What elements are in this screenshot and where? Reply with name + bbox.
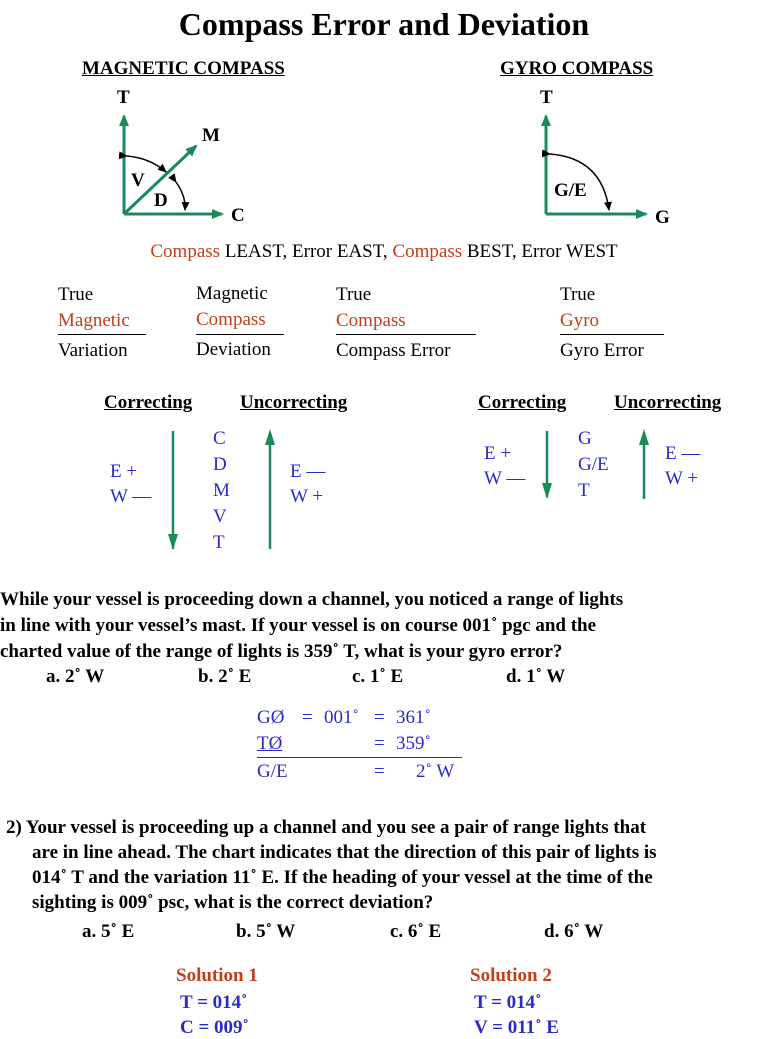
sequence-d: D [213, 454, 227, 475]
relation-mid: Gyro [560, 310, 600, 331]
solution-2-line-2: V = 011˚ E [474, 1017, 559, 1038]
q2-line-4: sighting is 009˚ psc, what is the correct deviation? [32, 892, 434, 913]
gyro-correcting-east: E + [484, 443, 512, 464]
solution-2-title: Solution 2 [470, 965, 552, 986]
q1-option-b: b. 2˚ E [198, 666, 252, 687]
q1-option-a: a. 2˚ W [46, 666, 105, 687]
q2-option-c: c. 6˚ E [390, 921, 442, 942]
q1-line-2: in line with your vessel’s mast. If your vessel is on course 001˚ pgc and the [0, 615, 597, 636]
gyro-correcting-heading: Correcting [478, 392, 567, 413]
gyro-correcting-west: W — [484, 468, 526, 489]
solution-1-line-2: C = 009˚ [180, 1017, 249, 1038]
relation-bottom: Variation [58, 340, 128, 361]
mag-label-d: D [154, 190, 168, 211]
sol-ge-eq: = [374, 761, 385, 782]
solution-2-line-1: T = 014˚ [474, 992, 542, 1013]
correcting-heading: Correcting [104, 392, 193, 413]
sol-go-val1: 001˚ [324, 707, 359, 728]
gyro-sequence-t: T [578, 480, 590, 501]
sol-go-eq1: = [302, 707, 313, 728]
gyro-sequence-g: G [578, 428, 592, 449]
gyro-uncorrecting-west: W + [665, 468, 699, 489]
uncorrecting-east: E — [290, 461, 326, 482]
relation-bottom: Gyro Error [560, 340, 644, 361]
relation-mid: Compass [196, 309, 266, 330]
gyro-label-ge: G/E [554, 180, 587, 201]
gyro-label-t: T [540, 87, 553, 108]
uncorrecting-west: W + [290, 486, 324, 507]
q2-option-a: a. 5˚ E [82, 921, 135, 942]
sequence-t: T [213, 532, 225, 553]
gyro-uncorrecting-heading: Uncorrecting [614, 392, 722, 413]
q2-line-3: 014˚ T and the variation 11˚ E. If the heading of your vessel at the time of the [32, 867, 653, 888]
mnemonic-text-1: LEAST, Error EAST, [220, 241, 393, 262]
gyro-compass-heading: GYRO COMPASS [500, 58, 654, 79]
sol-to-eq: = [374, 733, 385, 754]
relation-top: True [336, 284, 372, 305]
relation-mid: Compass [336, 310, 406, 331]
sol-ge-label: G/E [257, 761, 288, 782]
correcting-east: E + [110, 461, 138, 482]
relation-top: Magnetic [196, 283, 268, 304]
q2-line-2: are in line ahead. The chart indicates that the direction of this pair of lights is [32, 842, 657, 863]
q1-option-d: d. 1˚ W [506, 666, 566, 687]
solution-1-line-1: T = 014˚ [180, 992, 248, 1013]
page-title: Compass Error and Deviation [178, 6, 590, 42]
q2-option-b: b. 5˚ W [236, 921, 296, 942]
relation-top: True [58, 284, 94, 305]
correcting-west: W — [110, 486, 152, 507]
relation-top: True [560, 284, 596, 305]
sol-ge-val: 2˚ W [416, 761, 455, 782]
mag-label-t: T [117, 87, 130, 108]
sequence-m: M [213, 480, 230, 501]
relation-bottom: Deviation [196, 339, 271, 360]
mnemonic-compass-1: Compass [150, 241, 221, 262]
q2-option-d: d. 6˚ W [544, 921, 604, 942]
uncorrecting-heading: Uncorrecting [240, 392, 348, 413]
mag-label-c: C [231, 205, 245, 226]
sequence-v: V [213, 506, 227, 527]
sol-go-val2: 361˚ [396, 707, 431, 728]
mag-label-m: M [202, 125, 220, 146]
q1-line-1: While your vessel is proceeding down a channel, you noticed a range of lights [0, 589, 624, 610]
sol-go-eq2: = [374, 707, 385, 728]
magnetic-compass-heading: MAGNETIC COMPASS [82, 58, 285, 79]
solution-1-title: Solution 1 [176, 965, 258, 986]
q1-option-c: c. 1˚ E [352, 666, 404, 687]
mnemonic-compass-2: Compass [392, 241, 463, 262]
gyro-label-g: G [655, 207, 670, 228]
sequence-c: C [213, 428, 226, 449]
mnemonic-text-2: BEST, Error WEST [462, 241, 618, 262]
sol-to-val: 359˚ [396, 733, 431, 754]
sol-to-label: TØ [257, 733, 283, 754]
gyro-uncorrecting-east: E — [665, 443, 701, 464]
relation-bottom: Compass Error [336, 340, 451, 361]
q2-line-1: 2) Your vessel is proceeding up a channel and you see a pair of range lights that [6, 817, 647, 838]
q1-line-3: charted value of the range of lights is 359˚ T, what is your gyro error? [0, 641, 563, 662]
mag-label-v: V [131, 170, 145, 191]
gyro-sequence-ge: G/E [578, 454, 609, 475]
sol-rule [257, 757, 462, 758]
relation-mid: Magnetic [58, 310, 130, 331]
sol-go-label: GØ [257, 707, 285, 728]
